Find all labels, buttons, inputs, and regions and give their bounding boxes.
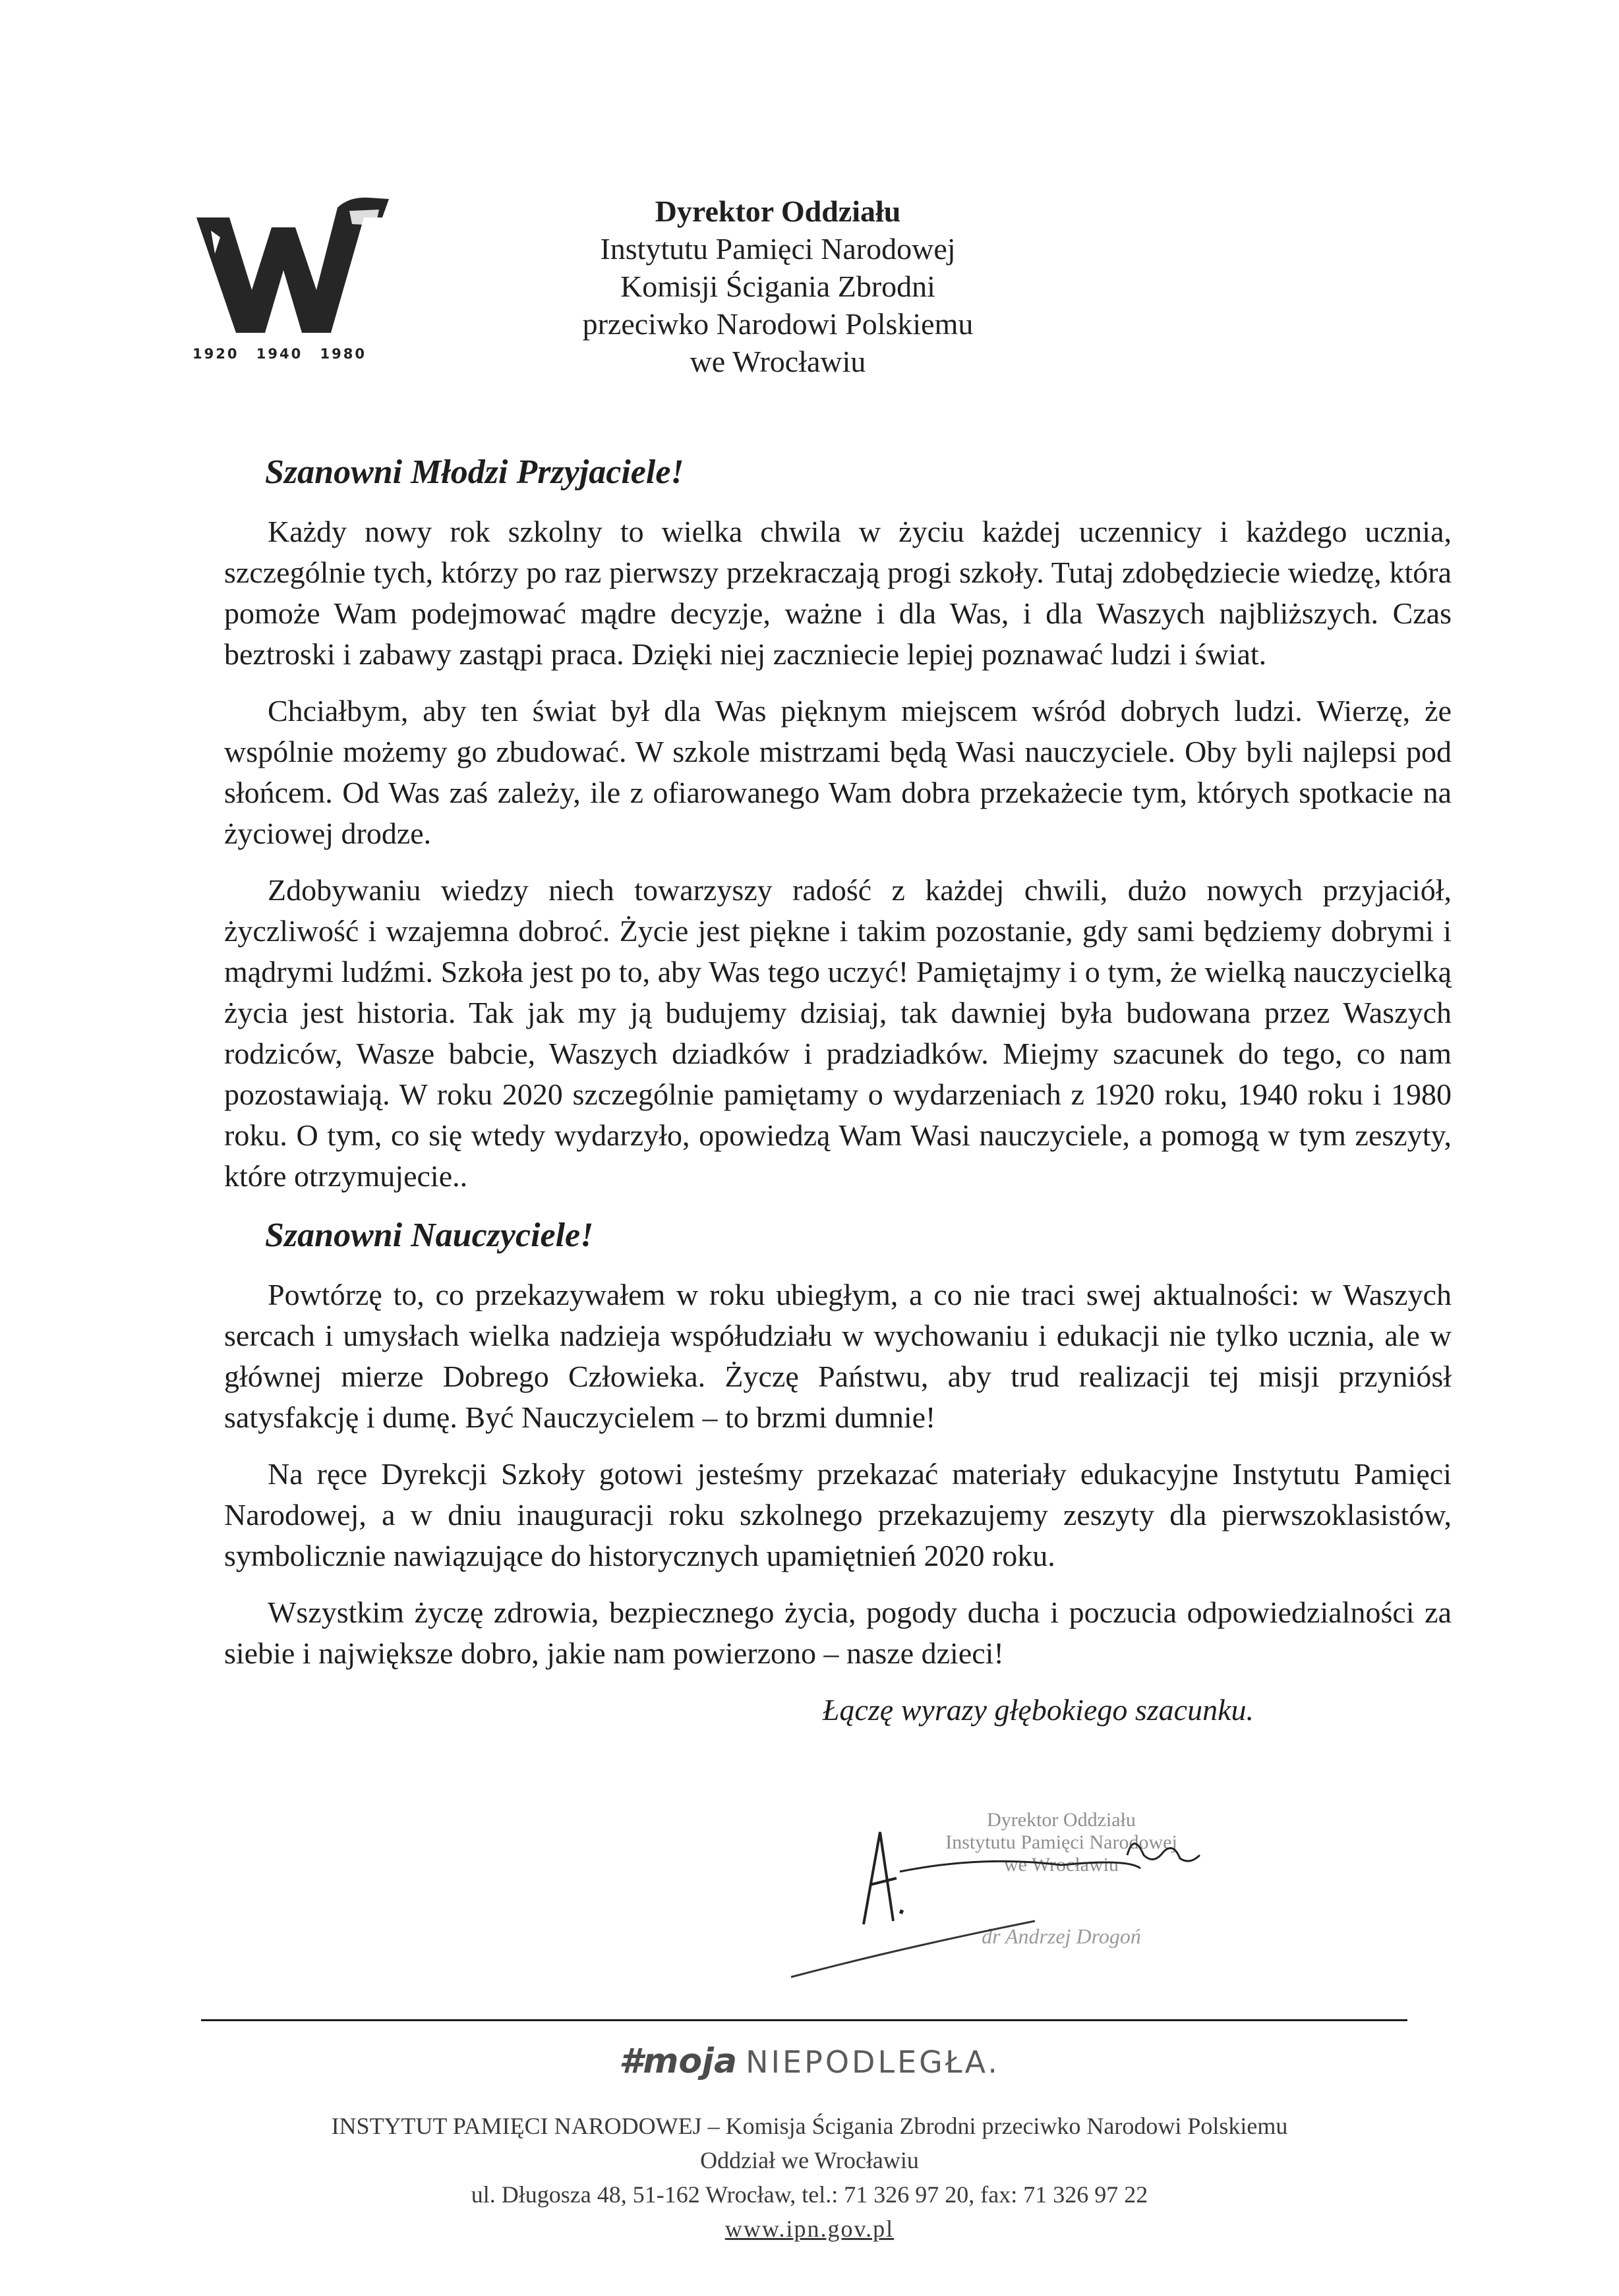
logo-hash-text: #moja (619, 2042, 738, 2081)
paragraph: Na ręce Dyrekcji Szkoły gotowi jesteśmy przekazać materiały edukacyjne Instytutu Pamięci Narodowej, a w dniu inauguracji roku szkolnego przekazujemy zeszyty dla pierwszoklasistów, symbolicznie nawiązujące do historycznych upamiętnień 2020 roku. (224, 1457, 1452, 1572)
handwritten-signature (784, 1793, 1285, 1990)
paragraph: Zdobywaniu wiedzy niech towarzyszy radość z każdej chwili, dużo nowych przyjaciół, życzliwość i wzajemna dobroć. Życie jest piękne i takim pozostanie, gdy sami będziemy dobrymi i mądrymi ludźmi. Szkoła jest po to, aby Was tego uczyć! Pamiętajmy i o tym, że wielką nauczycielką życia jest historia. Tak jak my ją budujemy dzisiaj, tak dawniej była budowana przez Waszych rodziców, Wasze babcie, Waszych dziadków i pradziadków. Miejmy szacunek do tego, co nam pozostawiają. W roku 2020 szczególnie pamiętamy o wydarzeniach z 1920 roku, 1940 roku i 1980 roku. O tym, co się wtedy wydarzyło, opowiedzą Wam Wasi nauczyciele, a pomogą w tym zeszyty, które otrzymujecie.. (224, 873, 1452, 1193)
footer-address (0, 2109, 1619, 2246)
paragraph: Powtórzę to, co przekazywałem w roku ubiegłym, a co nie traci swej aktualności: w Waszych sercach i umysłach wielka nadzieja współudziału w wychowaniu i edukacji nie tylko ucznia, ale w głównej mierze Dobrego Człowieka. Życzę Państwu, aby trud realizacji tej misji przyniósł satysfakcję i dumę. Być Nauczycielem – to brzmi dumnie! (224, 1278, 1452, 1434)
closing-line: Łączę wyrazy głębokiego szacunku. (822, 1693, 1254, 1727)
footer-institution: INSTYTUT PAMIĘCI NARODOWEJ – Komisja Ścigania Zbrodni przeciwko Narodowi Polskiemu (331, 2113, 1288, 2139)
letterhead (415, 192, 1140, 380)
salutation-teachers: Szanowni Nauczyciele! (265, 1217, 594, 1254)
logo-word-text: NIEPODLEGŁA. (746, 2044, 1000, 2080)
footer-website-link[interactable]: www.ipn.gov.pl (724, 2216, 895, 2242)
header-line: Komisji Ścigania Zbrodni (620, 270, 935, 303)
footer-divider (201, 2019, 1407, 2021)
paragraph: Wszystkim życzę zdrowia, bezpiecznego życia, pogody ducha i poczucia odpowiedzialności za siebie i największe dobro, jakie nam powierzono – nasze dzieci! (224, 1595, 1452, 1670)
footer-contact: ul. Długosza 48, 51-162 Wrocław, tel.: 71 326 97 20, fax: 71 326 97 22 (471, 2181, 1148, 2208)
ipn-w-logo (191, 191, 396, 336)
header-line: we Wrocławiu (690, 345, 866, 378)
logo-years: 1920 1940 1980 (192, 346, 367, 362)
salutation-students: Szanowni Młodzi Przyjaciele! (265, 453, 684, 491)
moja-niepodlegla-logo (0, 2042, 1619, 2081)
header-line: przeciwko Narodowi Polskiemu (582, 307, 974, 341)
stamp-line: we Wrocławiu (1003, 1854, 1119, 1876)
paragraph: Chciałbym, aby ten świat był dla Was pięknym miejscem wśród dobrych ludzi. Wierzę, że wspólnie możemy go zbudować. W szkole mistrzami będą Wasi nauczyciele. Oby byli najlepsi pod słońcem. Od Was zaś zależy, ile z ofiarowanego Wam dobra przekażecie tym, których spotkacie na życiowej drodze. (224, 694, 1452, 850)
paragraph: Każdy nowy rok szkolny to wielka chwila w życiu każdej uczennicy i każdego ucznia, szczególnie tych, którzy po raz pierwszy przekraczają progi szkoły. Tutaj zdobędziecie wiedzę, która pomoże Wam podejmować mądre decyzje, ważne i dla Was, i dla Waszych najbliższych. Czas beztroski i zabawy zastąpi praca. Dzięki niej zaczniecie lepiej poznawać ludzi i świat. (224, 515, 1452, 671)
header-line: Instytutu Pamięci Narodowej (600, 232, 956, 266)
footer-branch: Oddział we Wrocławiu (700, 2147, 919, 2173)
stamp-name: dr Andrzej Drogoń (982, 1924, 1141, 1948)
header-title: Dyrektor Oddziału (655, 194, 901, 228)
letter-body (224, 449, 1452, 1731)
stamp-line: Instytutu Pamięci Narodowej (945, 1831, 1177, 1853)
stamp-line: Dyrektor Oddziału (987, 1809, 1136, 1831)
